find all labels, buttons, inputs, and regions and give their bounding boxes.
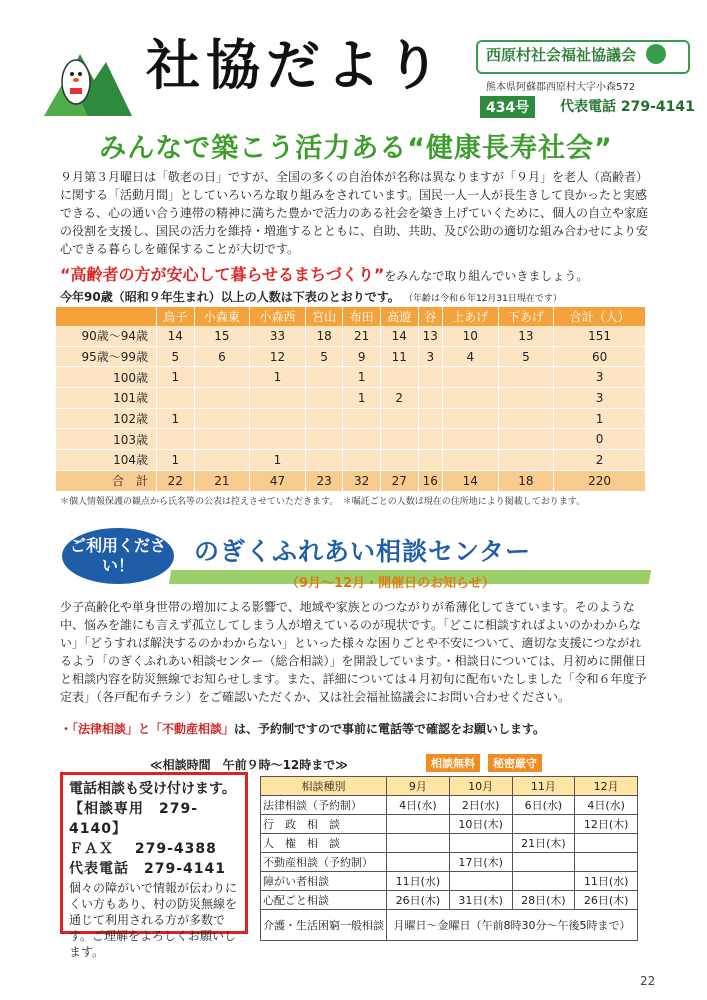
schedule-row	[261, 815, 638, 834]
consult-center-title: のぎくふれあい相談センター	[194, 537, 532, 566]
table-cell: 1	[554, 408, 646, 429]
table-cell: 47	[250, 470, 306, 491]
table-cell: 23	[305, 470, 343, 491]
table-row	[56, 388, 646, 409]
schedule-cell	[512, 872, 575, 891]
schedule-header: 12月	[575, 777, 638, 796]
table-header: 鳥子	[157, 307, 195, 326]
reservation-note-rest: は、予約制ですので事前に電話等で確認をお願いします。	[234, 722, 546, 736]
table-cell: 14	[442, 470, 498, 491]
schedule-cell: 31日(木)	[449, 891, 512, 910]
schedule-row-label: 行 政 相 談	[261, 815, 387, 834]
table-cell	[442, 408, 498, 429]
schedule-row-label: 心配ごと相談	[261, 891, 387, 910]
table-header: 合計（人）	[554, 307, 646, 326]
table-cell: 5	[498, 346, 554, 367]
schedule-cell: 21日(木)	[512, 834, 575, 853]
table-caption	[60, 288, 660, 305]
table-header	[56, 307, 157, 326]
schedule-cell	[387, 834, 450, 853]
phone-box-heading: 電話相談も受け付けます。	[69, 781, 236, 797]
table-caption-main: 今年90歳（昭和９年生まれ）以上の人数は下表のとおりです。	[60, 290, 400, 304]
table-cell	[305, 408, 343, 429]
schedule-cell	[575, 853, 638, 872]
schedule-row-label: 障がい者相談	[261, 872, 387, 891]
table-caption-note: （年齢は令和６年12月31日現在です）	[403, 294, 562, 304]
schedule-cell	[387, 815, 450, 834]
table-cell	[442, 450, 498, 471]
phone-line: ＦＡＸ 279-4388	[69, 841, 217, 857]
table-cell	[194, 408, 250, 429]
newsletter-title: 社協だより	[146, 33, 446, 97]
table-cell	[498, 429, 554, 450]
table-cell: 22	[157, 470, 195, 491]
table-cell: 151	[554, 326, 646, 346]
schedule-cell	[575, 834, 638, 853]
table-cell: 1	[250, 450, 306, 471]
table-cell	[498, 408, 554, 429]
table-row	[56, 470, 646, 491]
table-cell	[380, 450, 418, 471]
consult-hours: ≪相談時間 午前９時～12時まで≫	[150, 758, 348, 772]
table-cell	[343, 450, 381, 471]
main-phone: 代表電話 279-4141	[560, 99, 695, 115]
table-cell	[305, 429, 343, 450]
population-table	[56, 307, 646, 492]
table-cell: 1	[157, 367, 195, 388]
schedule-row-label: 介護・生活困窮一般相談	[261, 910, 387, 941]
schedule-cell: 26日(木)	[575, 891, 638, 910]
row-label: 合 計	[56, 470, 157, 491]
schedule-cell: 6日(水)	[512, 796, 575, 815]
consult-paragraph: 少子高齢化や単身世帯の増加による影響で、地域や家族とのつながりが希薄化してきています。そのような中、悩みを誰にも言えず孤立してしまう人が増えているのが現状です。「どこに相談すればよいのかわからない」「どうすれば解決するのかわからない」といった様々な困りごとや不安について、適切な支援につながれるよう「のぎくふれあい相談センター（総合相談）」を開設しています。・相談日については、月初めに開催日と相談内容を防災無線でお知らせします。また、詳細については４月初旬に配布いたしました「令和６年度予定表」（各戸配布チラシ）をご確認いただくか、又は社会福祉協議会にお問い合わせください。	[60, 600, 647, 704]
schedule-header: 相談種別	[261, 777, 387, 796]
table-cell: 13	[498, 326, 554, 346]
schedule-cell	[387, 853, 450, 872]
please-use-bubble: ご利用ください！	[62, 528, 174, 584]
schedule-cell	[449, 834, 512, 853]
schedule-cell: 2日(水)	[449, 796, 512, 815]
schedule-row	[261, 891, 638, 910]
schedule-row	[261, 834, 638, 853]
table-cell	[194, 388, 250, 409]
badge-free: 相談無料	[426, 754, 480, 772]
table-cell: 11	[380, 346, 418, 367]
phone-line: 【相談専用 279-4140】	[69, 801, 199, 837]
table-cell	[194, 367, 250, 388]
table-cell	[305, 450, 343, 471]
schedule-cell	[512, 853, 575, 872]
table-row	[56, 346, 646, 367]
table-cell	[343, 429, 381, 450]
table-cell: 16	[418, 470, 442, 491]
table-header: 小森東	[194, 307, 250, 326]
schedule-row-label: 法律相談（予約制）	[261, 796, 387, 815]
schedule-row-label: 人 権 相 談	[261, 834, 387, 853]
table-cell	[418, 367, 442, 388]
table-cell	[498, 367, 554, 388]
table-cell	[194, 429, 250, 450]
lead-paragraph: ９月第３月曜日は「敬老の日」ですが、全国の多くの自治体が名称は異なりますが「９月」を老人（高齢者）に関する「活動月間」としていろいろな取り組みをされています。国民一人一人が長生きして良かったと実感できる、心の通い合う連帯の精神に満ちた豊かで活力のある社会を築き上げていくために、個人の自立や家庭の役割を支援し、国民の活力を維持・増進するとともに、自助、共助、及び公助の適切な組み合わせにより安心できる暮らしを確保することが大切です。	[60, 170, 649, 256]
table-cell: 9	[343, 346, 381, 367]
schedule-cell	[512, 815, 575, 834]
table-cell	[305, 388, 343, 409]
table-cell: 3	[554, 367, 646, 388]
reservation-note-highlight: ・「法律相談」と「不動産相談」	[60, 722, 235, 736]
table-cell: 10	[442, 326, 498, 346]
table-header: 上あげ	[442, 307, 498, 326]
table-cell: 21	[343, 326, 381, 346]
schedule-row	[261, 872, 638, 891]
schedule-header: 10月	[449, 777, 512, 796]
slogan-highlight: “高齢者の方が安心して暮らせるまちづくり”	[60, 265, 385, 284]
table-cell: 5	[305, 346, 343, 367]
table-cell: 2	[380, 388, 418, 409]
schedule-cell: 月曜日～金曜日（午前8時30分～午後5時まで）	[387, 910, 638, 941]
table-cell	[343, 408, 381, 429]
table-cell	[157, 388, 195, 409]
table-cell: 18	[498, 470, 554, 491]
table-footnote: ＊個人情報保護の観点から氏名等の公表は控えさせていただきます。 ＊嘱託ごとの人数は現在の住所地により掲載しております。	[60, 497, 586, 507]
slogan-rest: をみんなで取り組んでいきましょう。	[384, 269, 589, 283]
table-cell: 1	[343, 388, 381, 409]
row-label: 103歳	[56, 429, 157, 450]
mascot-mountain-illustration	[42, 40, 134, 118]
schedule-cell: 10日(木)	[449, 815, 512, 834]
table-cell	[498, 450, 554, 471]
phone-box-note: 個々の障がいで情報が伝わりにくい方もあり、村の防災無線を通じて利用される方が多数です。ご理解をよろしくお願いします。	[69, 881, 238, 959]
org-name: 西原村社会福祉協議会	[486, 46, 637, 64]
table-cell: 15	[194, 326, 250, 346]
schedule-cell: 28日(木)	[512, 891, 575, 910]
row-label: 90歳～94歳	[56, 326, 157, 346]
table-cell: 4	[442, 346, 498, 367]
schedule-cell: 26日(木)	[387, 891, 450, 910]
table-cell: 27	[380, 470, 418, 491]
table-header: 谷	[418, 307, 442, 326]
schedule-cell	[449, 872, 512, 891]
schedule-cell: 11日(水)	[575, 872, 638, 891]
slogan	[60, 262, 660, 285]
badge-confidential: 秘密厳守	[488, 754, 542, 772]
table-header: 布田	[343, 307, 381, 326]
table-cell: 32	[343, 470, 381, 491]
search-icon	[646, 44, 666, 64]
table-header: 小森西	[250, 307, 306, 326]
table-cell	[250, 388, 306, 409]
table-header: 高遊	[380, 307, 418, 326]
table-cell: 5	[157, 346, 195, 367]
table-cell	[250, 429, 306, 450]
schedule-cell: 4日(水)	[387, 796, 450, 815]
table-cell	[157, 429, 195, 450]
table-header: 下あげ	[498, 307, 554, 326]
table-cell: 6	[194, 346, 250, 367]
table-cell: 220	[554, 470, 646, 491]
table-cell	[418, 429, 442, 450]
schedule-row	[261, 853, 638, 872]
table-cell: 18	[305, 326, 343, 346]
org-address: 熊本県阿蘇郡西原村大字小森572	[486, 82, 636, 93]
table-cell: 1	[343, 367, 381, 388]
schedule-header: 9月	[387, 777, 450, 796]
table-cell: 21	[194, 470, 250, 491]
table-cell: 13	[418, 326, 442, 346]
table-cell: 0	[554, 429, 646, 450]
table-cell: 1	[157, 450, 195, 471]
table-cell	[380, 429, 418, 450]
table-cell	[418, 408, 442, 429]
table-cell	[418, 388, 442, 409]
schedule-cell: 12日(木)	[575, 815, 638, 834]
table-cell: 14	[157, 326, 195, 346]
table-cell	[442, 367, 498, 388]
table-cell	[380, 367, 418, 388]
schedule-cell: 11日(水)	[387, 872, 450, 891]
consult-center-subtitle: （9月～12月・開催日のお知らせ）	[286, 576, 495, 591]
table-cell: 1	[157, 408, 195, 429]
table-cell: 1	[250, 367, 306, 388]
reservation-note	[60, 720, 660, 737]
row-label: 100歳	[56, 367, 157, 388]
table-row	[56, 429, 646, 450]
table-cell	[418, 450, 442, 471]
table-cell: 3	[418, 346, 442, 367]
table-header: 宮山	[305, 307, 343, 326]
table-cell	[442, 388, 498, 409]
table-cell	[442, 429, 498, 450]
schedule-row	[261, 796, 638, 815]
table-cell	[194, 450, 250, 471]
issue-number: 434号	[480, 96, 535, 118]
table-row	[56, 450, 646, 471]
table-cell: 12	[250, 346, 306, 367]
table-cell	[380, 408, 418, 429]
schedule-table	[260, 776, 638, 941]
row-label: 95歳～99歳	[56, 346, 157, 367]
schedule-row-label: 不動産相談（予約制）	[261, 853, 387, 872]
row-label: 102歳	[56, 408, 157, 429]
table-cell: 33	[250, 326, 306, 346]
schedule-cell: 4日(水)	[575, 796, 638, 815]
main-headline: みんなで築こう活力ある“健康長寿社会”	[99, 133, 613, 164]
table-cell	[250, 408, 306, 429]
schedule-cell: 17日(木)	[449, 853, 512, 872]
table-cell: 2	[554, 450, 646, 471]
table-cell: 60	[554, 346, 646, 367]
table-cell: 14	[380, 326, 418, 346]
row-label: 104歳	[56, 450, 157, 471]
row-label: 101歳	[56, 388, 157, 409]
table-cell: 3	[554, 388, 646, 409]
schedule-header: 11月	[512, 777, 575, 796]
table-cell	[498, 388, 554, 409]
phone-line: 代表電話 279-4141	[69, 861, 226, 877]
table-cell	[305, 367, 343, 388]
table-row	[56, 367, 646, 388]
phone-consult-box	[60, 772, 248, 959]
page-number: 22	[640, 974, 656, 988]
table-row	[56, 408, 646, 429]
table-row	[56, 326, 646, 346]
